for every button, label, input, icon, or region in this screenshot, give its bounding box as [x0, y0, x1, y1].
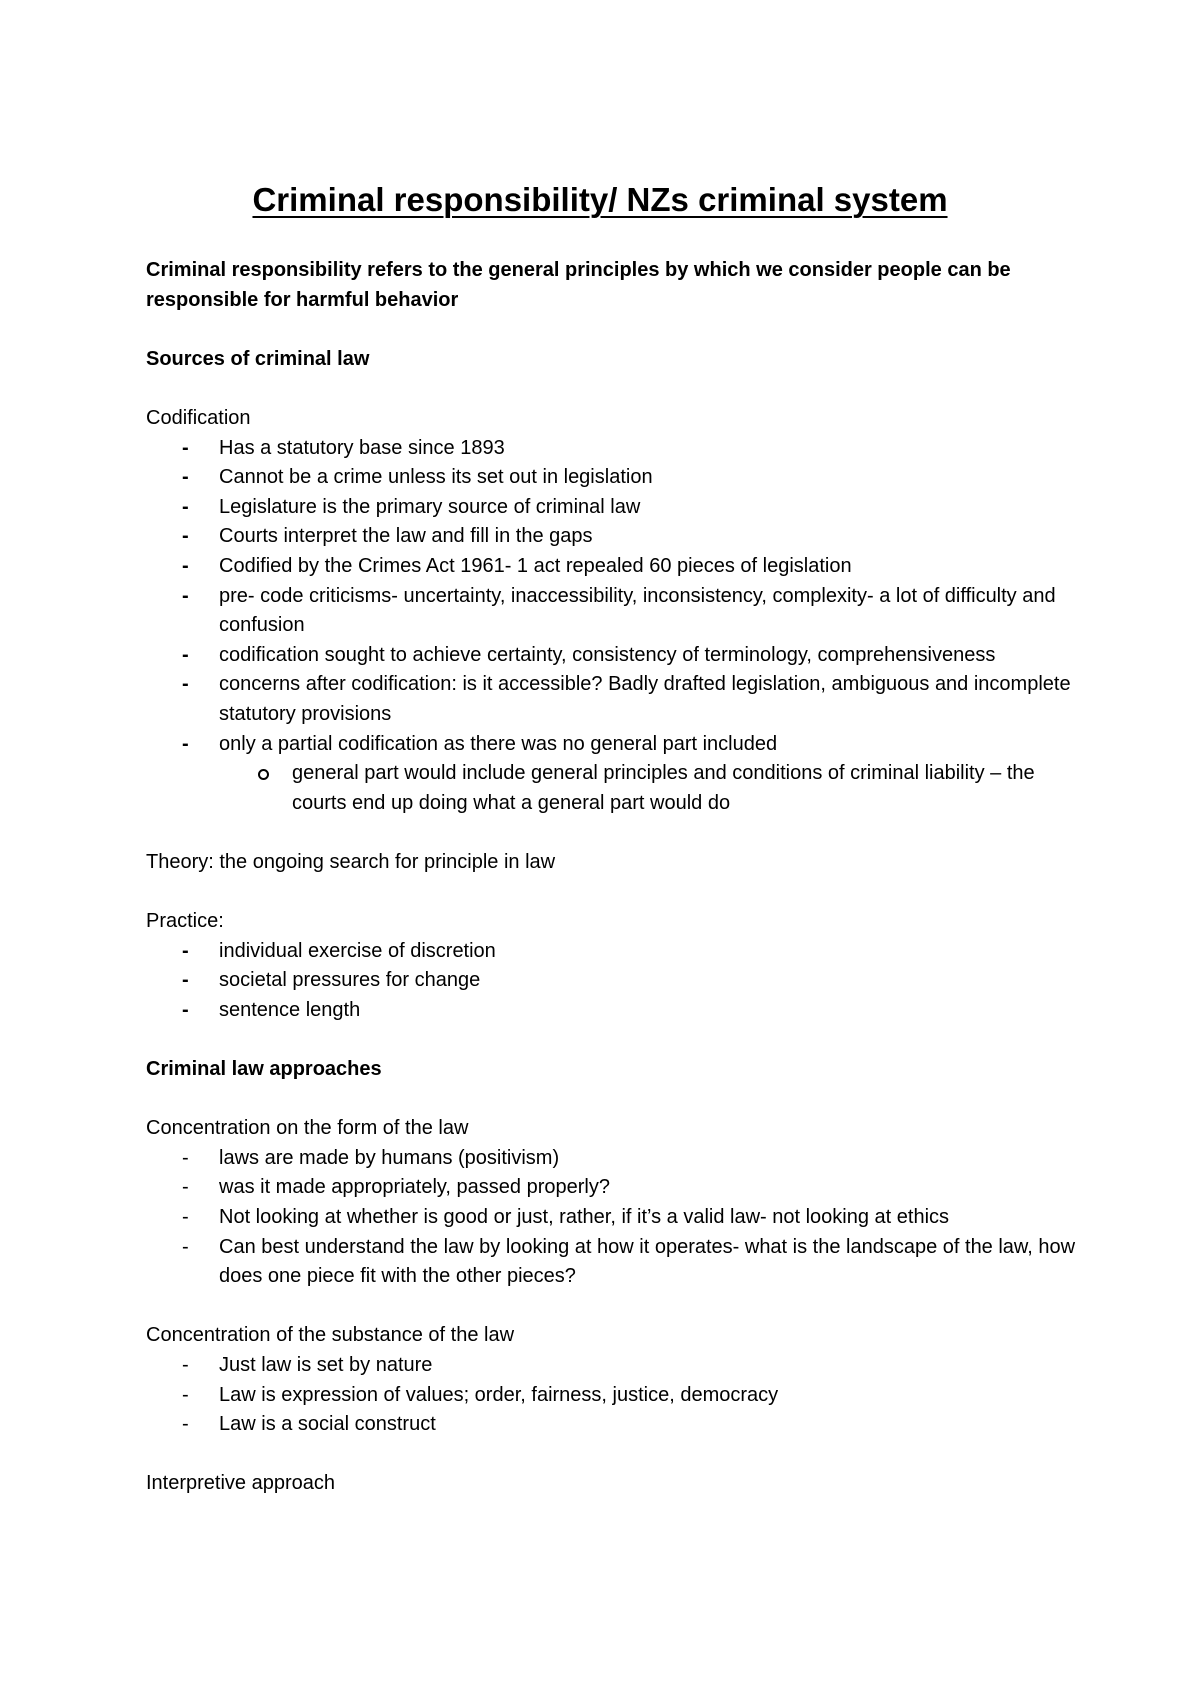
- list-item: - societal pressures for change: [219, 966, 1076, 996]
- substance-list: [146, 1351, 1076, 1440]
- list-item: - Courts interpret the law and fill in the gaps: [219, 522, 1076, 552]
- form-label: Concentration on the form of the law: [146, 1117, 469, 1140]
- interpretive-label: Interpretive approach: [146, 1472, 336, 1495]
- codification-sublist: [146, 759, 1076, 818]
- substance-label: Concentration of the substance of the law: [146, 1324, 515, 1347]
- list-item: - Codified by the Crimes Act 1961- 1 act repealed 60 pieces of legislation: [219, 552, 1076, 582]
- dash-bullet: -: [182, 1413, 189, 1436]
- form-list: [146, 1144, 1076, 1292]
- dash-bullet: -: [182, 584, 189, 607]
- dash-bullet: -: [182, 1146, 189, 1169]
- dash-bullet: -: [182, 643, 189, 666]
- intro-paragraph: Criminal responsibility refers to the general principles by which we consider people can be responsible for harmful behavior: [146, 259, 1011, 311]
- list-item: - pre- code criticisms- uncertainty, inaccessibility, inconsistency, complexity- a lot of difficulty and confusion: [219, 582, 1076, 641]
- dash-bullet: -: [182, 436, 189, 459]
- dash-bullet: -: [182, 673, 189, 696]
- dash-bullet: -: [182, 1176, 189, 1199]
- list-item: - Law is a social construct: [219, 1410, 1076, 1440]
- practice-list: [146, 937, 1076, 1026]
- list-item: - Has a statutory base since 1893: [219, 434, 1076, 464]
- dash-bullet: -: [182, 1353, 189, 1376]
- list-item: - Cannot be a crime unless its set out in legislation: [219, 463, 1076, 493]
- list-item: - Legislature is the primary source of criminal law: [219, 493, 1076, 523]
- practice-label: Practice:: [146, 910, 224, 933]
- heading-sources-of-criminal-law: Sources of criminal law: [146, 347, 370, 370]
- dash-bullet: -: [182, 466, 189, 489]
- list-item: - Can best understand the law by looking at how it operates- what is the landscape of the law, how does one piece fit with the other pieces?: [219, 1233, 1076, 1292]
- dash-bullet: -: [182, 1235, 189, 1258]
- heading-criminal-law-approaches: Criminal law approaches: [146, 1058, 382, 1081]
- list-item: - Just law is set by nature: [219, 1351, 1076, 1381]
- list-item: - laws are made by humans (positivism): [219, 1144, 1076, 1174]
- circle-bullet-icon: [258, 769, 269, 780]
- list-item: - codification sought to achieve certainty, consistency of terminology, comprehensiveness: [219, 641, 1076, 671]
- dash-bullet: -: [182, 732, 189, 755]
- list-item: general part would include general principles and conditions of criminal liability – the courts end up doing what a general part would do: [292, 759, 1076, 818]
- dash-bullet: -: [182, 495, 189, 518]
- list-item: - Not looking at whether is good or just, rather, if it’s a valid law- not looking at ethics: [219, 1203, 1076, 1233]
- list-item: - sentence length: [219, 996, 1076, 1026]
- list-item: - concerns after codification: is it accessible? Badly drafted legislation, ambiguous and incomplete statutory provisions: [219, 670, 1076, 729]
- list-item: - only a partial codification as there was no general part included general part would include general principles and conditions of criminal liability – the courts end up doing what a general part would do: [219, 730, 1076, 819]
- dash-bullet: -: [182, 969, 189, 992]
- dash-bullet: -: [182, 554, 189, 577]
- theory-line: Theory: the ongoing search for principle in law: [146, 850, 556, 873]
- page-title: Criminal responsibility/ NZs criminal system: [252, 181, 948, 218]
- codification-list: [146, 434, 1076, 819]
- list-item: - was it made appropriately, passed properly?: [219, 1173, 1076, 1203]
- dash-bullet: -: [182, 1383, 189, 1406]
- dash-bullet: -: [182, 998, 189, 1021]
- list-item: - Law is expression of values; order, fairness, justice, democracy: [219, 1381, 1076, 1411]
- document-body: [146, 256, 1076, 1499]
- dash-bullet: -: [182, 939, 189, 962]
- dash-bullet: -: [182, 1206, 189, 1228]
- dash-bullet: -: [182, 525, 189, 548]
- list-item: - individual exercise of discretion: [219, 937, 1076, 967]
- codification-label: Codification: [146, 406, 251, 429]
